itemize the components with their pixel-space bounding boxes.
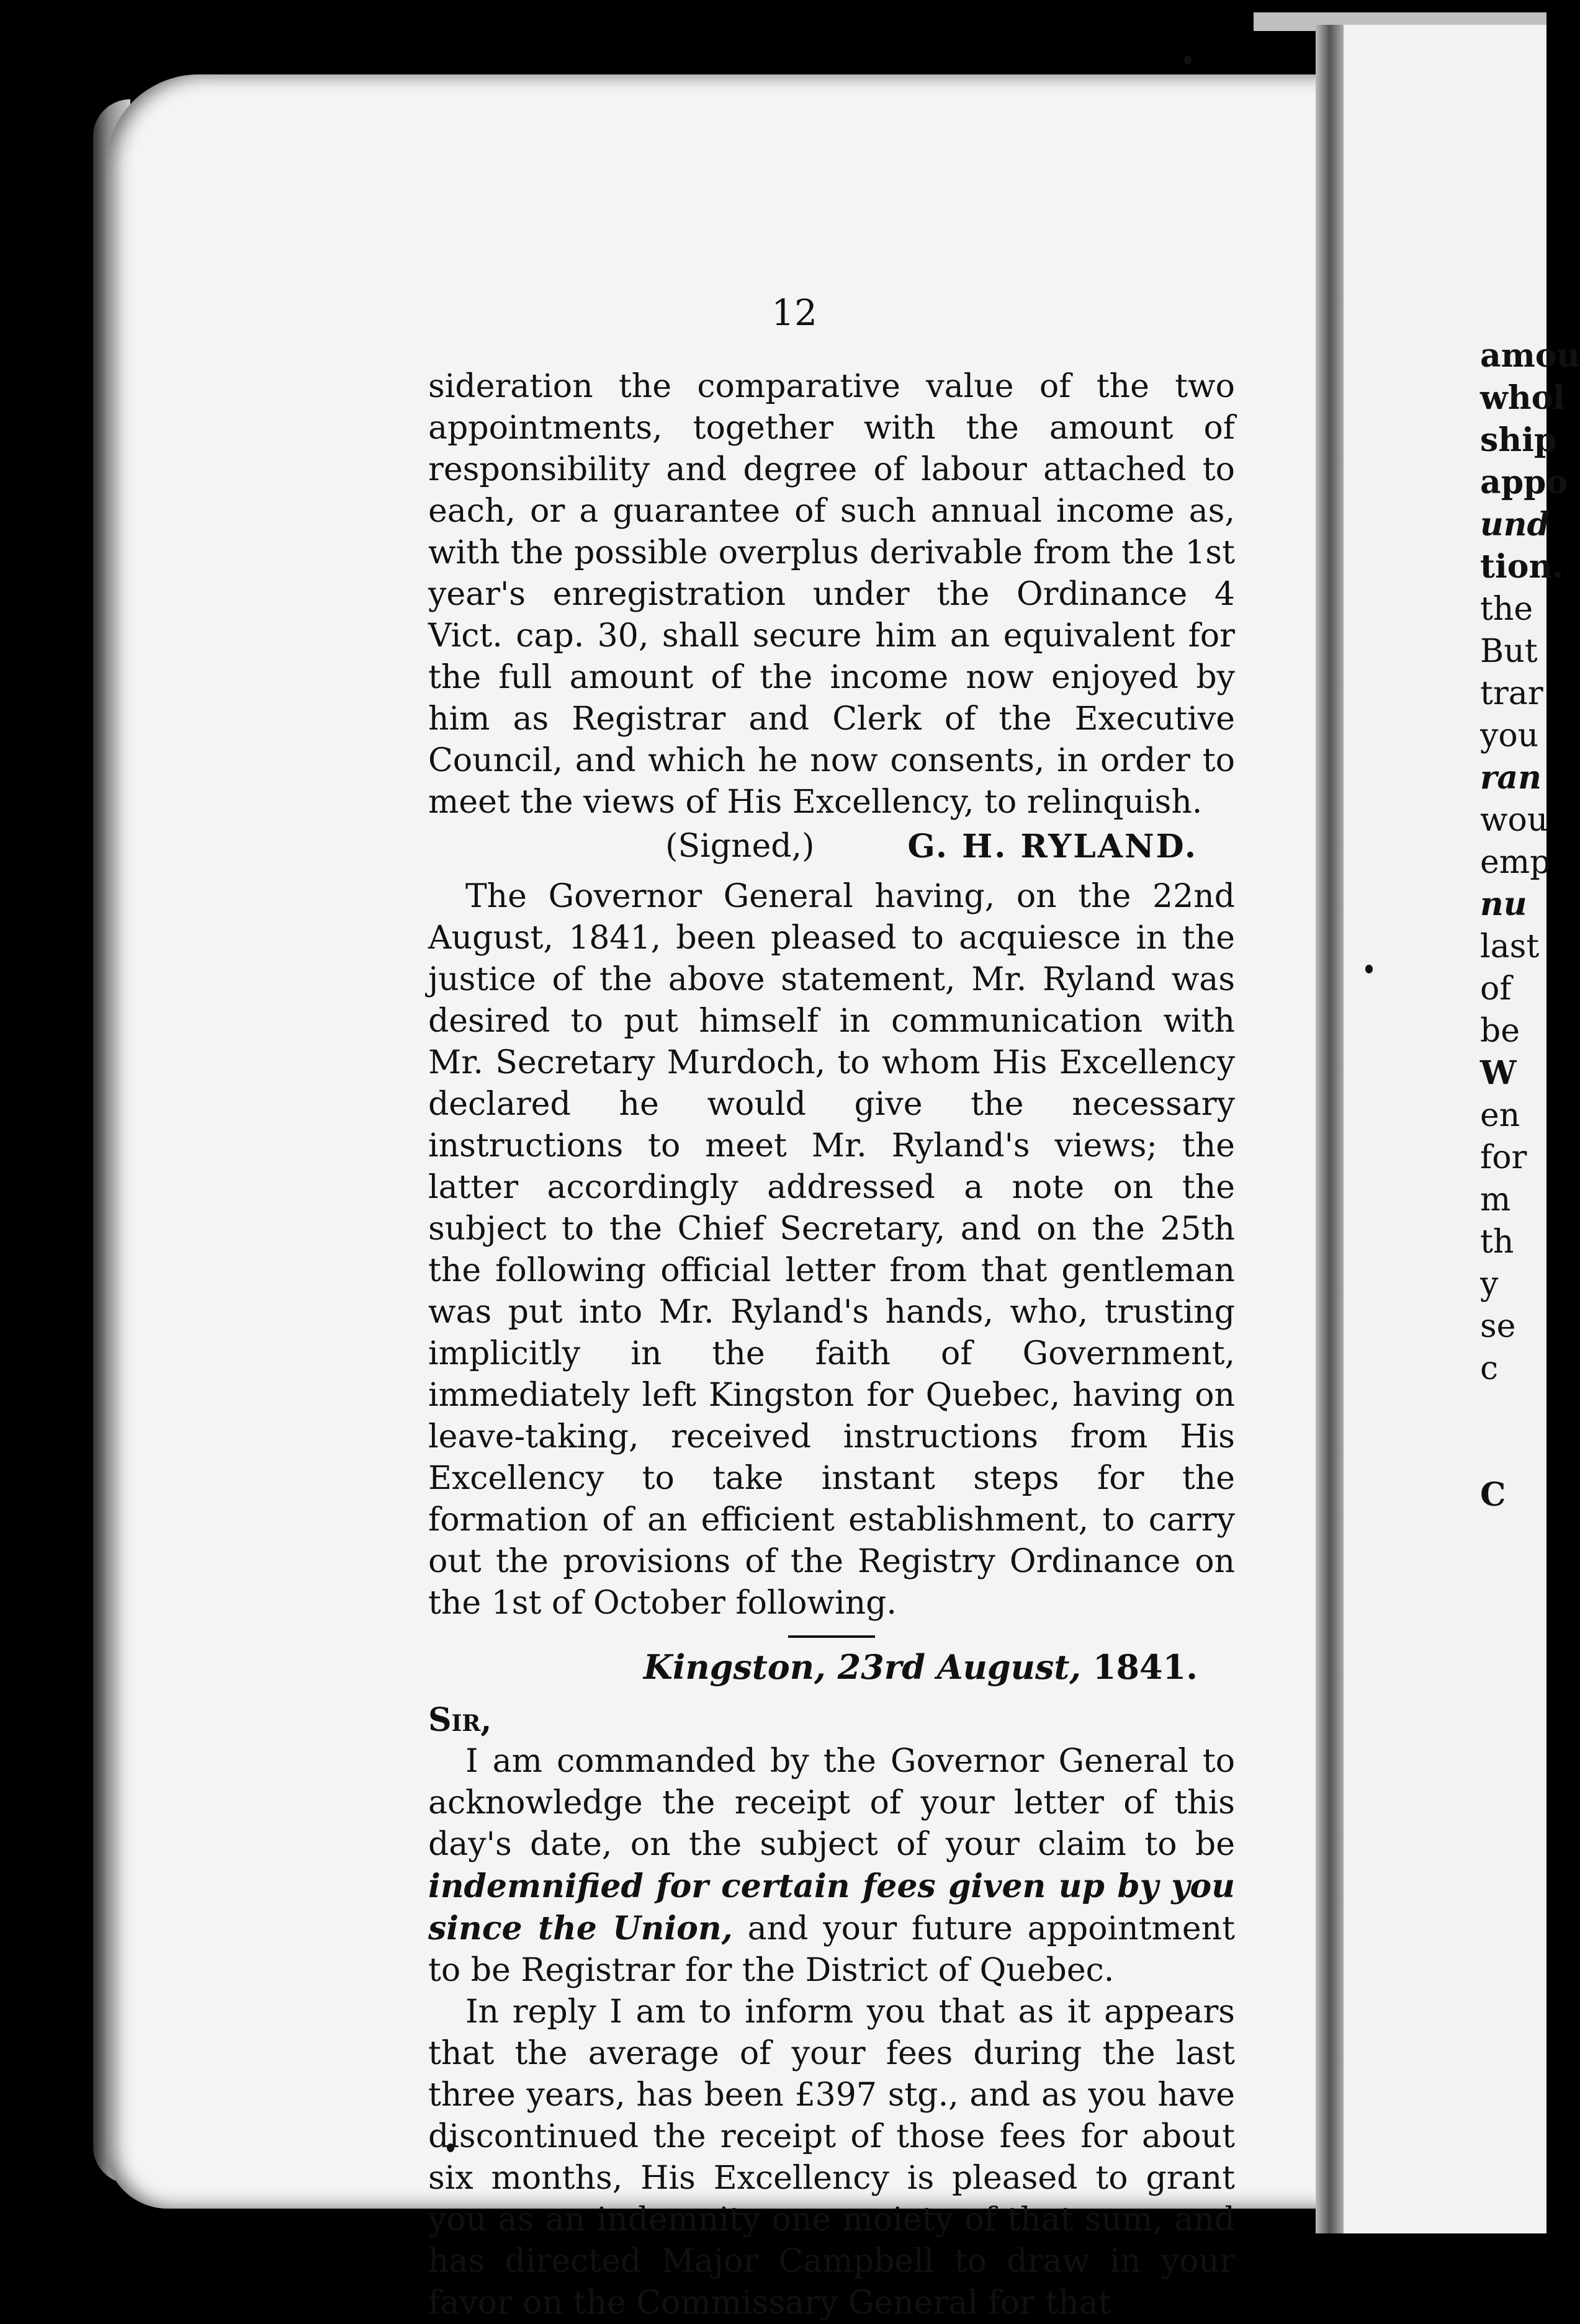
right-page-fragment: amou	[1480, 337, 1580, 375]
right-page-fragment: of	[1480, 970, 1512, 1008]
dateline-year: 1841.	[1092, 1647, 1198, 1687]
right-page-fragment: tion.	[1480, 548, 1564, 586]
right-page-fragment: y	[1480, 1266, 1499, 1303]
right-page-fragment: last	[1480, 928, 1540, 965]
ink-speck	[1365, 965, 1373, 973]
signed-label: (Signed,)	[665, 828, 815, 865]
signed-name: G. H. RYLAND.	[907, 828, 1198, 865]
paragraph-1: sideration the comparative value of the two appointments, together with the amount of responsibility and degree of labour attached to each, or a guarantee of such annual income as, with the possible overplus derivable from the 1st year's enregistration under the Ordinance 4 Vict. cap. 30, shall secure him an equivalent for the full amount of the income now enjoyed by him as Registrar and Clerk of the Executive Council, and which he now consents, in order to meet the views of His Excellency, to relinquish.	[428, 368, 1235, 821]
section-divider	[788, 1635, 875, 1638]
paragraph-3-start: I am commanded by the Governor General to acknowledge the receipt of your letter of this day's date, on the subject of your claim to be	[428, 1743, 1235, 1863]
page-number: 12	[771, 292, 817, 334]
right-page-fragment: appo	[1480, 463, 1568, 501]
right-page-fragment: wou	[1480, 802, 1548, 839]
right-page-fragment: But	[1480, 633, 1538, 670]
paragraph-3-end: and your future appointment to be Registrar for the District of Quebec.	[428, 1910, 1235, 1989]
paragraph-2: The Governor General having, on the 22nd August, 1841, been pleased to acquiesce in the justice of the above statement, Mr. Ryland was desired to put himself in communication with Mr. Secretary Murdoch, to whom His Excellency declared he would give the necessary instructions to meet Mr. Ryland's views; the latter accordingly addressed a note on the subject to the Chief Secretary, and on the 25th the following official letter from that gentleman was put into Mr. Ryland's hands, who, trusting implicitly in the faith of Government, immediately left Kingston for Quebec, having on leave-taking, received instructions from His Excellency to take instant steps for the formation of an efficient establishment, to carry out the provisions of the Registry Ordinance on the 1st of October following.	[428, 878, 1235, 1622]
right-page-fragment	[1480, 1432, 1555, 1474]
ink-speck	[1184, 56, 1192, 65]
right-page-fragments	[1480, 335, 1580, 1516]
right-page-fragment: whol	[1480, 379, 1566, 417]
paragraph-3	[428, 1741, 1235, 1991]
letter-dateline	[428, 1647, 1235, 1688]
paragraph-3-emphasis: indemnified for certain fees given up by you since the Union,	[428, 1867, 1235, 1947]
right-page-fragment: se	[1480, 1308, 1516, 1345]
right-page-fragment: und	[1480, 506, 1550, 543]
signature-line	[428, 826, 1235, 867]
right-page-fragment	[1480, 1390, 1555, 1432]
book-gutter	[1316, 25, 1344, 2233]
right-page-fragment: emp	[1480, 844, 1551, 881]
dateline-place-date: Kingston, 23rd August,	[643, 1647, 1082, 1687]
right-page-fragment: trar	[1480, 675, 1543, 712]
paragraph-4: In reply I am to inform you that as it appears that the average of your fees during the last three years, has been £397 stg., and as you have discontinued the receipt of those fees for about six months, His Excellency is pleased to grant you as an indemnity one moiety of that sum, and has directed Major Campbell to draw in your favor on the Commissary General for that	[428, 1993, 1235, 2322]
right-page-fragment: ran	[1480, 759, 1542, 797]
right-page-fragment: W	[1480, 1054, 1517, 1092]
right-page-fragment: you	[1480, 717, 1539, 754]
right-page-fragment: be	[1480, 1012, 1520, 1050]
right-page-fragment: for	[1480, 1139, 1527, 1176]
right-page-fragment: th	[1480, 1223, 1514, 1261]
right-page-fragment: en	[1480, 1097, 1520, 1134]
right-page-fragment: the	[1480, 591, 1533, 628]
right-page-fragment: m	[1480, 1181, 1511, 1218]
right-page-fragment: nu	[1480, 885, 1527, 923]
body-text	[428, 366, 1235, 2324]
right-page-fragment: C	[1480, 1476, 1506, 1514]
right-page-fragment: ship	[1480, 421, 1557, 459]
salutation: Sir,	[428, 1701, 492, 1739]
right-page-fragment: c	[1480, 1350, 1499, 1387]
